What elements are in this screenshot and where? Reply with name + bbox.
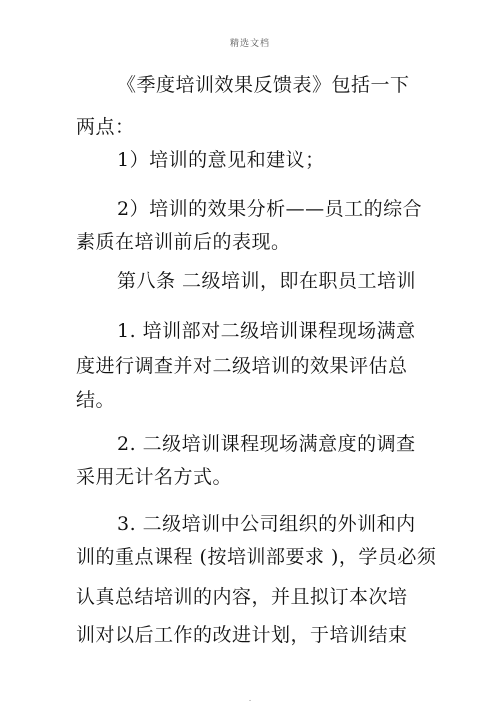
text-line: 《季度培训效果反馈表》包括一下 — [117, 74, 410, 96]
text-line: 素质在培训前后的表现。 — [76, 231, 291, 253]
text-line: 2. 二级培训课程现场满意度的调查 — [117, 433, 416, 455]
text-line: 3. 二级培训中公司组织的外训和内 — [117, 513, 416, 535]
text-line: 1. 培训部对二级培训课程现场满意 — [117, 320, 416, 342]
text-line: 采用无计名方式。 — [76, 466, 233, 488]
text-line: 1）培训的意见和建议； — [117, 149, 325, 171]
text-line: 两点： — [76, 116, 135, 138]
text-line: 2）培训的效果分析——员工的综合 — [117, 198, 423, 220]
text-line: 认真总结培训的内容，并且拟订本次培 — [76, 586, 408, 608]
text-line: 度进行调查并对二级培训的效果评估总 — [76, 355, 408, 377]
text-line: 训的重点课程 (按培训部要求 )，学员必须 — [76, 546, 437, 568]
page-footer-mark: . — [248, 694, 252, 703]
page-header: 精选文档 — [229, 39, 270, 49]
text-line: 训对以后工作的改进计划，于培训结束 — [76, 624, 408, 646]
text-line: 第八条 二级培训，即在职员工培训 — [117, 270, 417, 292]
text-line: 结。 — [76, 389, 116, 411]
